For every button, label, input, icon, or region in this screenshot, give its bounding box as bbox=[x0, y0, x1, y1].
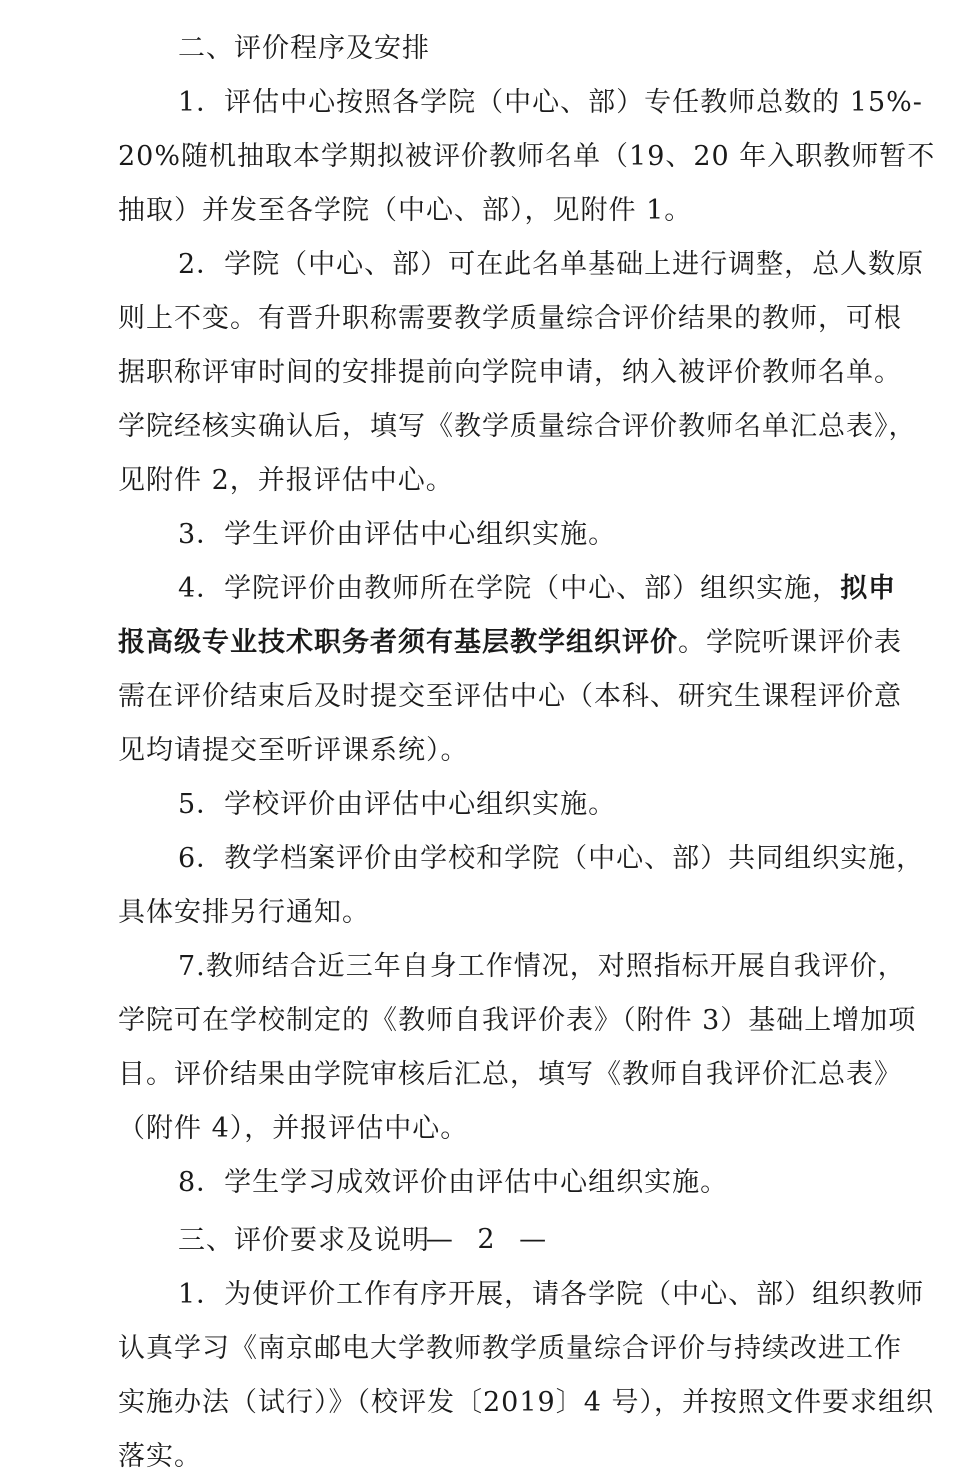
paragraph-line: 实施办法（试行）》（校评发〔2019〕4 号），并按照文件要求组织 bbox=[118, 1387, 934, 1418]
paragraph bbox=[118, 508, 862, 562]
paragraph bbox=[118, 940, 917, 1156]
paragraph bbox=[118, 832, 925, 940]
section-heading: 二、评价程序及安排 bbox=[178, 33, 430, 64]
paragraph-line: 2．学院（中心、部）可在此名单基础上进行调整，总人数原 bbox=[178, 249, 925, 280]
paragraph-line: 1．为使评价工作有序开展，请各学院（中心、部）组织教师 bbox=[178, 1279, 925, 1310]
paragraph-line: 见均请提交至听评课系统）。 bbox=[118, 735, 469, 766]
page-number: — 2 — bbox=[425, 1224, 555, 1255]
paragraph-line: 20%随机抽取本学期拟被评价教师名单（19、20 年入职教师暂不 bbox=[118, 141, 936, 172]
paragraph bbox=[118, 562, 902, 778]
paragraph-line: 见附件 2，并报评估中心。 bbox=[118, 465, 454, 496]
paragraph-line: 目。评价结果由学院审核后汇总，填写《教师自我评价汇总表》 bbox=[118, 1059, 902, 1090]
paragraph-line: 认真学习《南京邮电大学教师教学质量综合评价与持续改进工作 bbox=[118, 1333, 902, 1364]
paragraph-line: 6．教学档案评价由学校和学院（中心、部）共同组织实施， bbox=[178, 843, 925, 874]
paragraph-line: 抽取）并发至各学院（中心、部），见附件 1。 bbox=[118, 195, 693, 226]
paragraph-line: 5．学校评价由评估中心组织实施。 bbox=[178, 789, 617, 820]
text-run: 。学院听课评价表 bbox=[678, 627, 902, 658]
paragraph-line bbox=[118, 562, 897, 616]
paragraph-line: 学院经核实确认后，填写《教学质量综合评价教师名单汇总表》， bbox=[118, 411, 917, 442]
paragraph-line: 需在评价结束后及时提交至评估中心（本科、研究生课程评价意 bbox=[118, 681, 902, 712]
paragraph-line: 学院可在学校制定的《教师自我评价表》（附件 3）基础上增加项 bbox=[118, 1005, 917, 1036]
paragraph-line: （附件 4），并报评估中心。 bbox=[118, 1113, 469, 1144]
paragraph-line: 3．学生评价由评估中心组织实施。 bbox=[178, 519, 617, 550]
paragraph-line: 1．评估中心按照各学院（中心、部）专任教师总数的 15%- bbox=[178, 87, 923, 118]
paragraph-line: 据职称评审时间的安排提前向学院申请，纳入被评价教师名单。 bbox=[118, 357, 902, 388]
paragraph-line: 8．学生学习成效评价由评估中心组织实施。 bbox=[178, 1167, 729, 1198]
paragraph-line: 落实。 bbox=[118, 1441, 202, 1472]
paragraph bbox=[118, 1156, 862, 1210]
paragraph-line: 具体安排另行通知。 bbox=[118, 897, 370, 928]
paragraph bbox=[118, 76, 936, 238]
paragraph bbox=[118, 238, 925, 508]
bold-text-run: 报高级专业技术职务者须有基层教学组织评价 bbox=[118, 627, 678, 658]
document-body bbox=[118, 22, 936, 1484]
paragraph bbox=[118, 778, 862, 832]
paragraph bbox=[118, 1268, 934, 1484]
paragraph-line: 则上不变。有晋升职称需要教学质量综合评价结果的教师，可根 bbox=[118, 303, 902, 334]
bold-text-run: 拟申 bbox=[840, 573, 897, 604]
paragraph-line: 7.教师结合近三年自身工作情况，对照指标开展自我评价， bbox=[178, 951, 906, 982]
section-heading: 三、评价要求及说明 bbox=[178, 1225, 430, 1256]
paragraph-line bbox=[118, 616, 902, 670]
text-run: 4．学院评价由教师所在学院（中心、部）组织实施， bbox=[178, 573, 841, 604]
